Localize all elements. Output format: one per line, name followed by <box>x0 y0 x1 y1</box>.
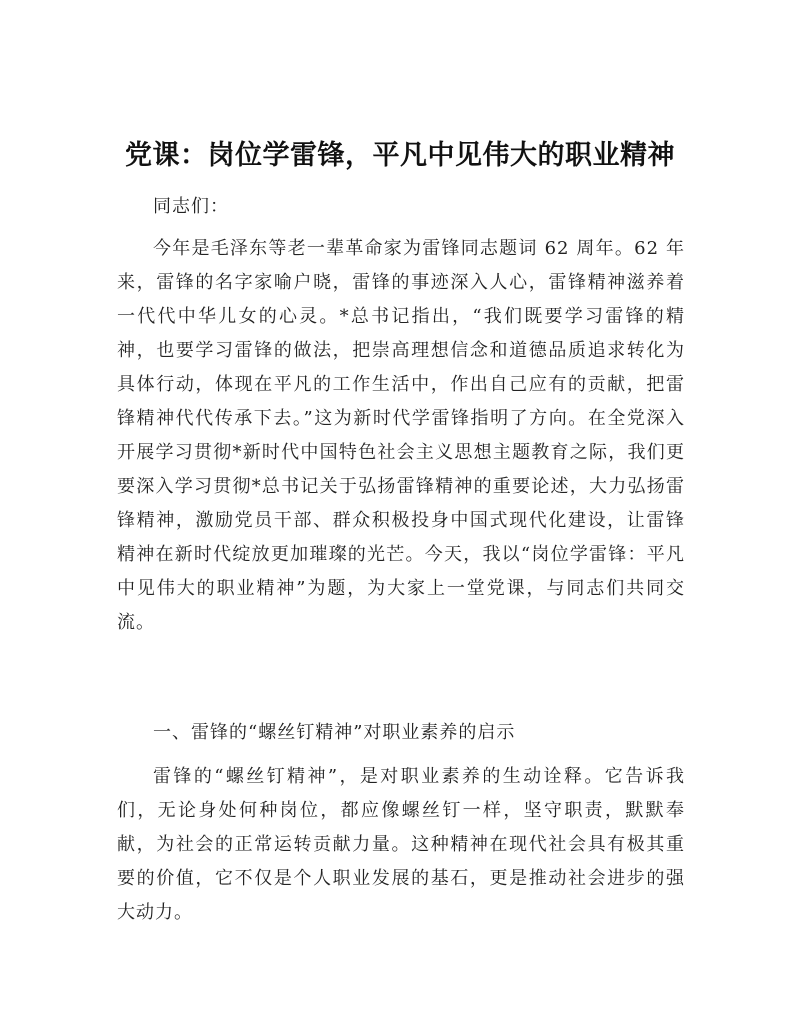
salutation <box>117 190 685 224</box>
section-heading-text: 一、雷锋的“螺丝钉精神”对职业素养的启示 <box>153 722 516 743</box>
section-paragraph <box>117 760 685 930</box>
salutation-text: 同志们： <box>153 196 229 217</box>
intro-paragraph-text: 今年是毛泽东等老一辈革命家为雷锋同志题词 62 周年。62 年来，雷锋的名字家喻户晓，雷锋的事迹深入人心，雷锋精神滋养着一代代中华儿女的心灵。*总书记指出，“我们既要学习雷锋的精神，也要学习雷锋的做法，把崇高理想信念和道德品质追求转化为具体行动，体现在平凡的工作生活中，作出自己应有的贡献，把雷锋精神代代传承下去。”这为新时代学雷锋指明了方向。在全党深入开展学习贯彻*新时代中国特色社会主义思想主题教育之际，我们更要深入学习贯彻*总书记关于弘扬雷锋精神的重要论述，大力弘扬雷锋精神，激励党员干部、群众积极投身中国式现代化建设，让雷锋精神在新时代绽放更加璀璨的光芒。今天，我以“岗位学雷锋：平凡中见伟大的职业精神”为题，为大家上一堂党课，与同志们共同交流。 <box>117 238 685 633</box>
section-paragraph-text: 雷锋的“螺丝钉精神”，是对职业素养的生动诠释。它告诉我们，无论身处何种岗位，都应像螺丝钉一样，坚守职责，默默奉献，为社会的正常运转贡献力量。这种精神在现代社会具有极其重要的价值，它不仅是个人职业发展的基石，更是推动社会进步的强大动力。 <box>117 766 685 923</box>
document-title: 党课：岗位学雷锋，平凡中见伟大的职业精神 <box>125 140 675 171</box>
section-heading <box>117 716 685 750</box>
intro-paragraph <box>117 232 685 640</box>
